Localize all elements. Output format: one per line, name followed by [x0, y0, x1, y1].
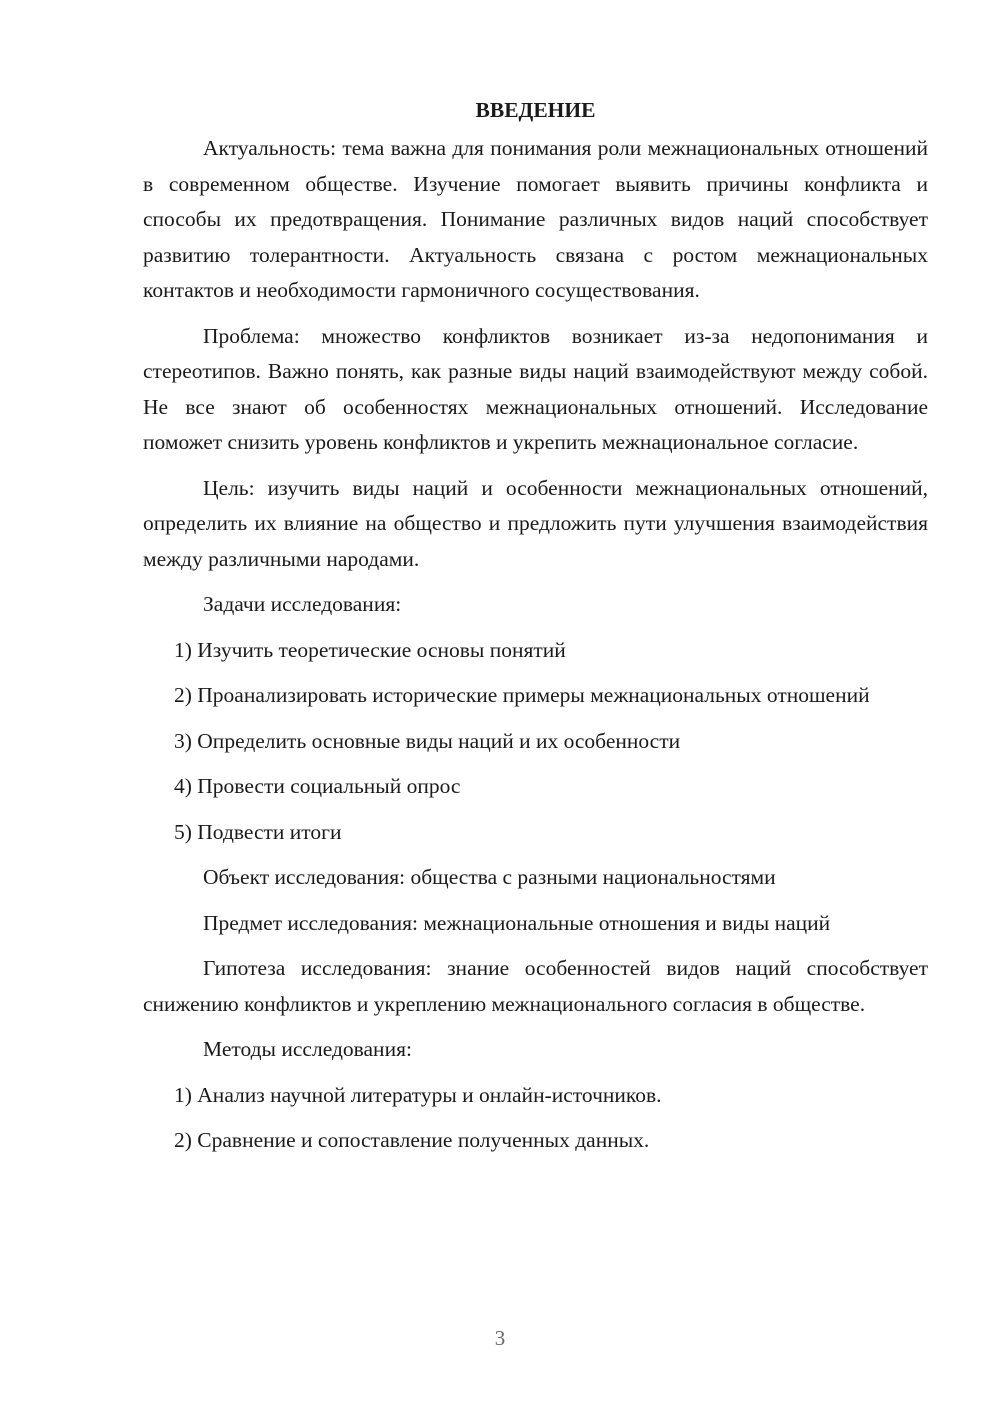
- list-item: 2) Сравнение и сопоставление полученных данных.: [174, 1128, 650, 1152]
- goal-paragraph: Цель: изучить виды наций и особенности межнациональных отношений, определить их влияние на общество и предложить пути улучшения взаимодействия между различными народами.: [143, 475, 928, 571]
- subject-line: Предмет исследования: межнациональные отношения и виды наций: [203, 910, 831, 935]
- list-item: 3) Определить основные виды наций и их особенности: [174, 728, 681, 753]
- methods-heading: Методы исследования:: [203, 1037, 412, 1061]
- problem-paragraph: Проблема: множество конфликтов возникает из-за недопонимания и стереотипов. Важно понять, как разные виды наций взаимодействуют между собой. Не все знают об особенностях межнациональных отношений. Исследование поможет снизить уровень конфликтов и укрепить межнациональное согласие.: [143, 323, 928, 454]
- tasks-list: [143, 633, 928, 851]
- hypothesis-paragraph: Гипотеза исследования: знание особенностей видов наций способствует снижению конфликтов и укреплению межнационального согласия в обществе.: [143, 956, 928, 1016]
- page-title: ВВЕДЕНИЕ: [475, 98, 596, 122]
- list-item: 1) Изучить теоретические основы понятий: [174, 637, 566, 662]
- tasks-heading: Задачи исследования:: [203, 592, 402, 616]
- list-item: 4) Провести социальный опрос: [174, 774, 461, 798]
- page-number: 3: [494, 1326, 506, 1350]
- list-item: 1) Анализ научной литературы и онлайн-источников.: [174, 1082, 662, 1107]
- methods-list: [143, 1078, 928, 1159]
- document-page: [143, 92, 928, 1169]
- object-line: Объект исследования: общества с разными национальностями: [203, 865, 776, 889]
- list-item: 5) Подвести итоги: [174, 819, 342, 844]
- relevance-paragraph: Актуальность: тема важна для понимания роли межнациональных отношений в современном обществе. Изучение помогает выявить причины конфликта и способы их предотвращения. Понимание различных видов наций способствует развитию толерантности. Актуальность связана с ростом межнациональных контактов и необходимости гармоничного сосуществования.: [143, 136, 928, 302]
- list-item: 2) Проанализировать исторические примеры межнациональных отношений: [174, 683, 870, 707]
